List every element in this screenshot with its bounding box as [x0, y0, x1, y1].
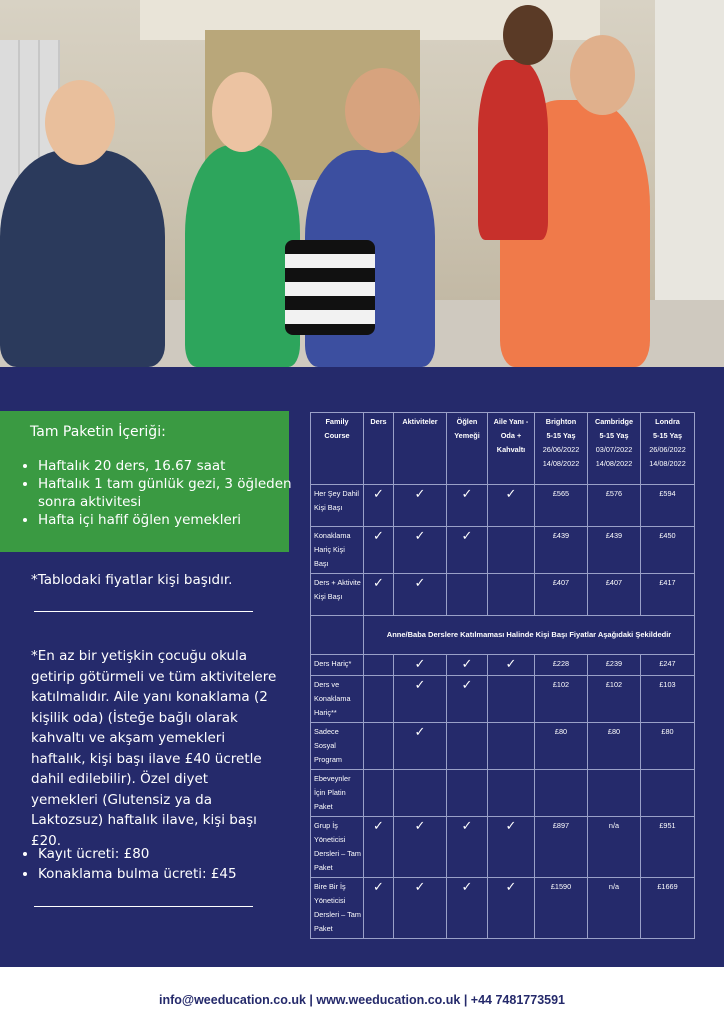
price-cell: £80	[588, 723, 641, 770]
student-head	[45, 80, 115, 165]
price-cell: n/a	[588, 878, 641, 939]
price-cell: £103	[641, 676, 695, 723]
check-icon: ✓	[488, 655, 535, 676]
check-icon: ✓	[364, 527, 394, 574]
parent-notice: Anne/Baba Derslere Katılmaması Halinde Kişi Başı Fiyatlar Aşağıdaki Şekildedir	[364, 616, 695, 655]
check-icon: ✓	[364, 817, 394, 878]
price-cell: £80	[535, 723, 588, 770]
empty-cell	[488, 676, 535, 723]
row-label: Ders Hariç*	[311, 655, 364, 676]
student-head	[212, 72, 272, 152]
package-title: Tam Paketin İçeriği:	[30, 424, 166, 440]
table-notice-body	[311, 616, 695, 655]
table-header-row	[311, 413, 695, 485]
check-icon: ✓	[394, 817, 447, 878]
header-london	[641, 413, 695, 485]
adult-note: *En az bir yetişkin çocuğu okula getirip götürmeli ve tüm aktivitelere katılmalıdır. Aile yanı konaklama (2 kişilik oda) (İsteğe bağlı olarak kahvaltı ve akşam yemekleri haftalık, kişi başı ilave £40 ücretle dahil edilebilir). Özel diyet yemekleri (Glutensiz ya da Laktozsuz) haftalık ilave, kişi başı £20.	[31, 648, 277, 849]
empty-cell	[488, 770, 535, 817]
empty-cell	[447, 723, 488, 770]
divider	[34, 906, 253, 907]
row-label: Ders + Aktivite Kişi Başı	[311, 574, 364, 616]
empty-cell	[311, 616, 364, 655]
footer-contact: info@weeducation.co.uk | www.weeducation.co.uk | +44 7481773591	[158, 993, 565, 1007]
city-name: Brighton	[545, 417, 577, 426]
header-activities: Aktiviteler	[394, 413, 447, 485]
empty-cell	[364, 770, 394, 817]
city-from: 03/07/2022	[595, 445, 633, 454]
price-cell: £439	[588, 527, 641, 574]
price-cell: £897	[535, 817, 588, 878]
header-cambridge	[588, 413, 641, 485]
empty-cell	[447, 770, 488, 817]
package-list	[16, 457, 293, 529]
table-row	[311, 655, 695, 676]
table-body-bottom	[311, 655, 695, 939]
check-icon: ✓	[394, 676, 447, 723]
fee-item: • Konaklama bulma ücreti: £45	[38, 864, 237, 884]
check-icon: ✓	[394, 878, 447, 939]
price-cell	[535, 770, 588, 817]
row-label: Grup İş Yöneticisi Dersleri – Tam Paket	[311, 817, 364, 878]
price-cell: £439	[535, 527, 588, 574]
city-to: 14/08/2022	[542, 459, 580, 468]
table-row	[311, 616, 695, 655]
check-icon: ✓	[394, 574, 447, 616]
price-cell: £450	[641, 527, 695, 574]
price-cell: £239	[588, 655, 641, 676]
check-icon: ✓	[447, 676, 488, 723]
package-item: • Haftalık 20 ders, 16.67 saat	[38, 457, 293, 475]
city-age: 5-15 Yaş	[599, 431, 629, 440]
student-figure	[0, 150, 165, 367]
check-icon: ✓	[364, 485, 394, 527]
price-cell: £576	[588, 485, 641, 527]
city-name: Londra	[655, 417, 680, 426]
city-to: 14/08/2022	[595, 459, 633, 468]
price-cell	[641, 770, 695, 817]
price-cell: £951	[641, 817, 695, 878]
price-cell	[588, 770, 641, 817]
table-row	[311, 485, 695, 527]
check-icon: ✓	[488, 817, 535, 878]
table-body-top	[311, 485, 695, 616]
check-icon: ✓	[488, 878, 535, 939]
row-label: Sadece Sosyal Program	[311, 723, 364, 770]
student-figure	[478, 60, 548, 240]
fee-item: • Kayıt ücreti: £80	[38, 844, 237, 864]
row-label: Ders ve Konaklama Hariç**	[311, 676, 364, 723]
row-label: Konaklama Hariç Kişi Başı	[311, 527, 364, 574]
check-icon: ✓	[394, 723, 447, 770]
city-age: 5-15 Yaş	[546, 431, 576, 440]
empty-cell	[364, 655, 394, 676]
city-name: Cambridge	[594, 417, 634, 426]
student-figure	[185, 145, 300, 367]
table-row	[311, 723, 695, 770]
header-lessons: Ders	[364, 413, 394, 485]
check-icon: ✓	[394, 655, 447, 676]
price-cell: n/a	[588, 817, 641, 878]
row-label: Ebeveynler İçin Platin Paket	[311, 770, 364, 817]
hero-photo	[0, 0, 724, 367]
price-cell: £407	[535, 574, 588, 616]
city-from: 26/06/2022	[542, 445, 580, 454]
check-icon: ✓	[364, 878, 394, 939]
price-cell: £1590	[535, 878, 588, 939]
student-head	[345, 68, 420, 153]
table-row	[311, 527, 695, 574]
table-row	[311, 770, 695, 817]
empty-cell	[364, 676, 394, 723]
student-bag	[285, 240, 375, 335]
check-icon: ✓	[447, 655, 488, 676]
city-from: 26/06/2022	[649, 445, 686, 454]
price-cell: £102	[588, 676, 641, 723]
check-icon: ✓	[364, 574, 394, 616]
package-item: • Haftalık 1 tam günlük gezi, 3 öğleden sonra aktivitesi	[38, 475, 293, 511]
package-item: • Hafta içi hafif öğlen yemekleri	[38, 511, 293, 529]
check-icon: ✓	[447, 817, 488, 878]
check-icon: ✓	[447, 527, 488, 574]
city-age: 5-15 Yaş	[652, 431, 683, 440]
check-icon: ✓	[394, 527, 447, 574]
empty-cell	[488, 527, 535, 574]
check-icon: ✓	[447, 485, 488, 527]
price-cell: £407	[588, 574, 641, 616]
empty-cell	[488, 723, 535, 770]
price-cell: £228	[535, 655, 588, 676]
fees-list	[16, 844, 237, 884]
student-head	[503, 5, 553, 65]
check-icon: ✓	[394, 485, 447, 527]
table-row	[311, 878, 695, 939]
table-row	[311, 676, 695, 723]
header-course: Family Course	[311, 413, 364, 485]
price-cell: £80	[641, 723, 695, 770]
empty-cell	[447, 574, 488, 616]
price-cell: £565	[535, 485, 588, 527]
price-cell: £417	[641, 574, 695, 616]
check-icon: ✓	[447, 878, 488, 939]
row-label: Her Şey Dahil Kişi Başı	[311, 485, 364, 527]
check-icon: ✓	[488, 485, 535, 527]
table-row	[311, 574, 695, 616]
divider	[34, 611, 253, 612]
row-label: Bire Bir İş Yöneticisi Dersleri – Tam Paket	[311, 878, 364, 939]
empty-cell	[364, 723, 394, 770]
student-head	[570, 35, 635, 115]
price-note: *Tablodaki fiyatlar kişi başıdır.	[31, 572, 233, 588]
price-cell: £594	[641, 485, 695, 527]
price-table	[310, 412, 695, 939]
header-homestay: Aile Yanı - Oda + Kahvaltı	[488, 413, 535, 485]
package-box	[0, 411, 292, 552]
price-cell: £247	[641, 655, 695, 676]
table-row	[311, 817, 695, 878]
header-brighton	[535, 413, 588, 485]
price-cell: £1669	[641, 878, 695, 939]
empty-cell	[394, 770, 447, 817]
header-lunch: Öğlen Yemeği	[447, 413, 488, 485]
city-to: 14/08/2022	[649, 459, 686, 468]
price-cell: £102	[535, 676, 588, 723]
empty-cell	[488, 574, 535, 616]
